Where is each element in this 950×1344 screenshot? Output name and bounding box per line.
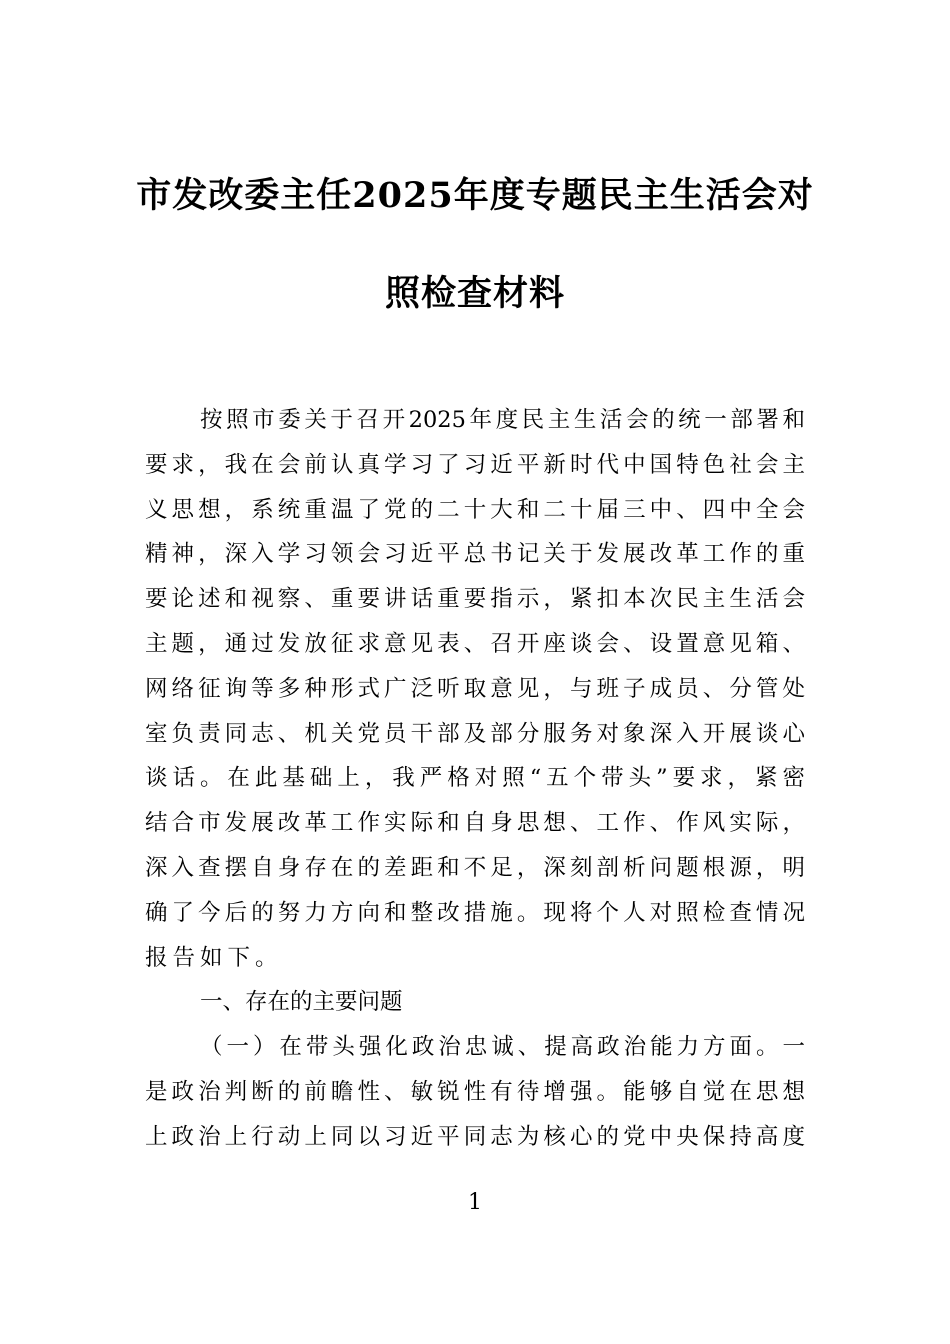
paragraph-line: 主题，通过发放征求意见表、召开座谈会、设置意见箱、 [145,630,805,657]
paragraph-line: 要求，我在会前认真学习了习近平新时代中国特色社会主 [145,451,805,478]
paragraph-line: 上政治上行动上同以习近平同志为核心的党中央保持高度 [145,1123,805,1150]
paragraph-line: 是政治判断的前瞻性、敏锐性有待增强。能够自觉在思想 [145,1078,805,1105]
paragraph-line: 深入查摆自身存在的差距和不足，深刻剖析问题根源，明 [145,854,805,881]
document-body [145,398,805,1160]
document-title-line-2: 照检查材料 [384,273,565,314]
section-heading: 一、存在的主要问题 [200,989,403,1016]
paragraph-line: 义思想，系统重温了党的二十大和二十届三中、四中全会 [145,496,805,523]
paragraph-line: 要论述和视察、重要讲话重要指示，紧扣本次民主生活会 [145,586,805,613]
paragraph-line: 结合市发展改革工作实际和自身思想、工作、作风实际， [145,810,805,837]
paragraph-line: 室负责同志、机关党员干部及部分服务对象深入开展谈心 [145,720,805,747]
page-number: 1 [468,1190,482,1215]
paragraph-line: 精神，深入学习领会习近平总书记关于发展改革工作的重 [145,541,805,568]
subsection-line: （一）在带头强化政治忠诚、提高政治能力方面。一 [200,1034,805,1061]
paragraph-line: 确了今后的努力方向和整改措施。现将个人对照检查情况 [145,899,805,926]
paragraph-line: 按照市委关于召开2025年度民主生活会的统一部署和 [200,407,805,433]
document-title-line-1: 市发改委主任2025年度专题民主生活会对 [136,175,814,216]
paragraph-line: 报告如下。 [145,944,283,971]
paragraph-line: 网络征询等多种形式广泛听取意见，与班子成员、分管处 [145,675,805,702]
paragraph-line: 谈话。在此基础上，我严格对照“五个带头”要求，紧密 [145,765,805,792]
